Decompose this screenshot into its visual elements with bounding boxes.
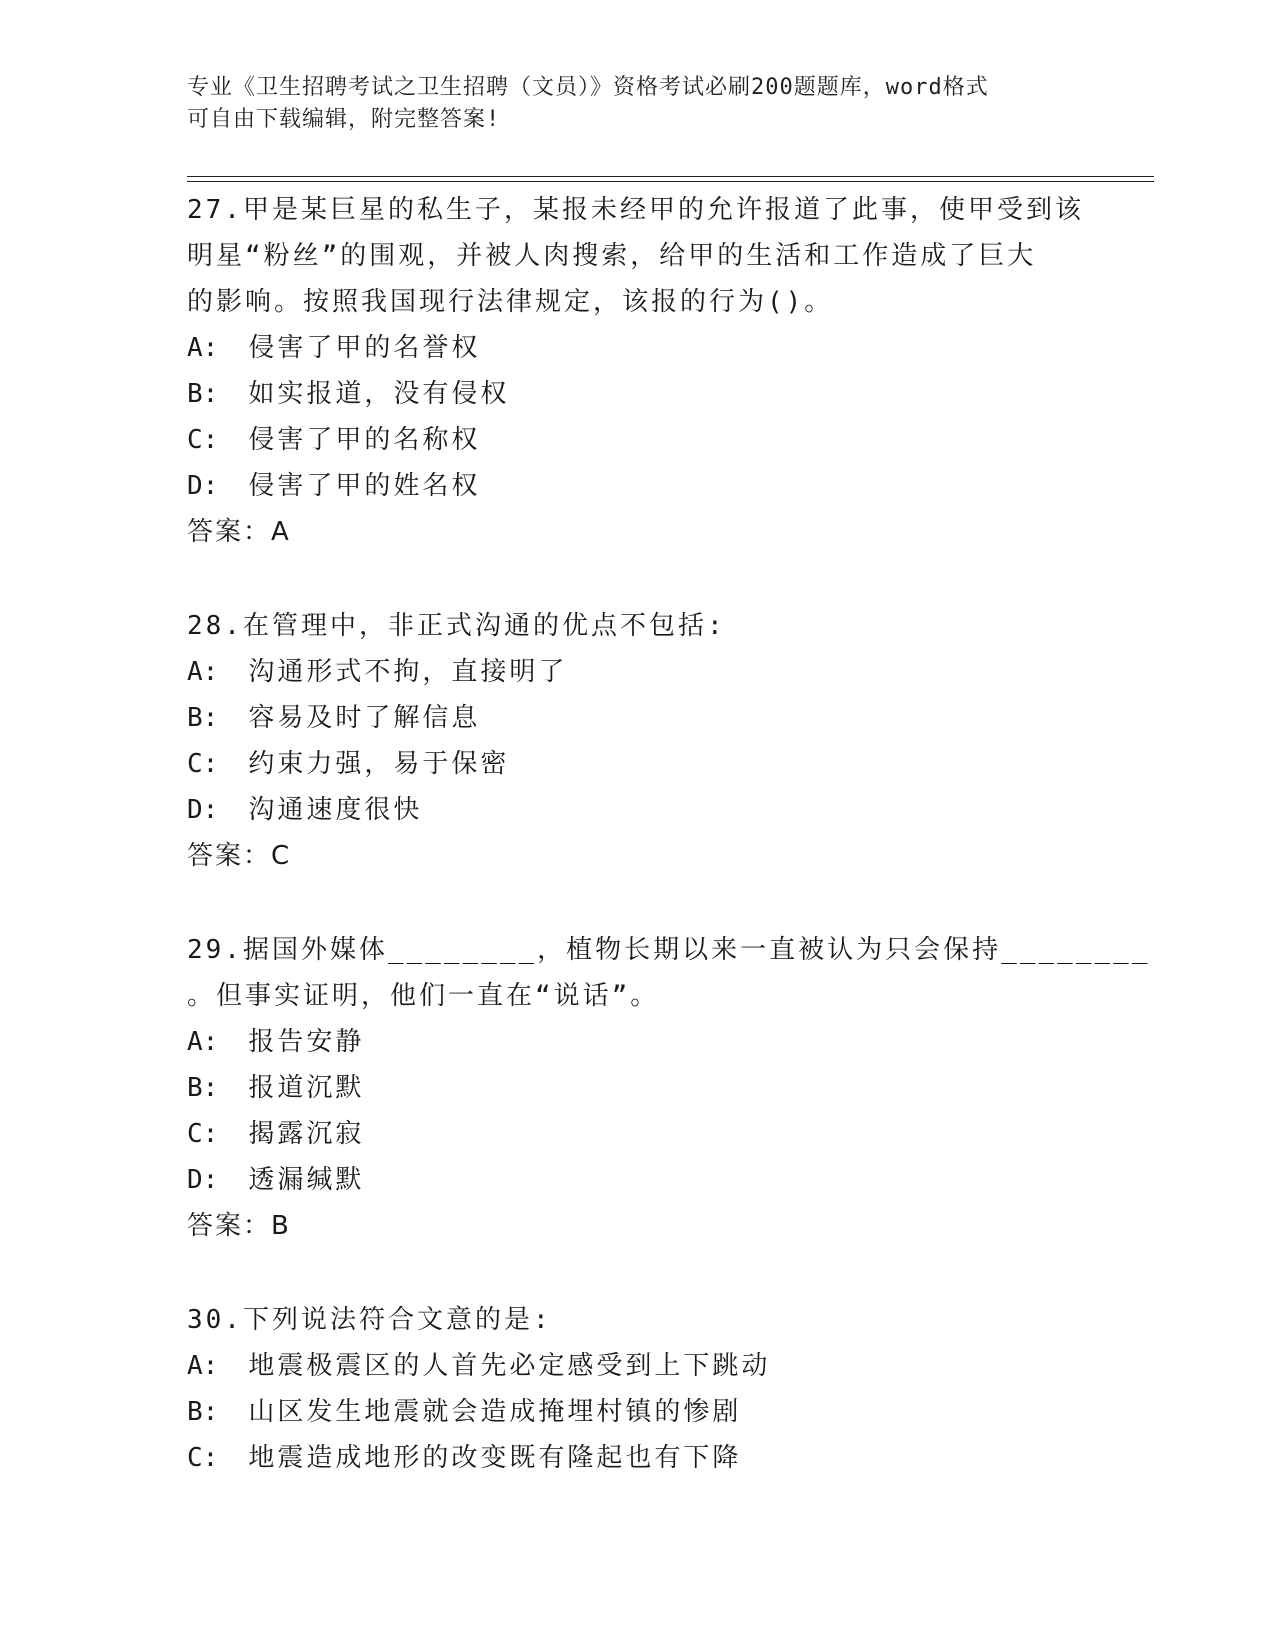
option-letter: D: [187,471,219,501]
question-block [187,927,1151,1249]
header-divider-top [187,176,1154,177]
option-text: 透漏缄默 [248,1165,365,1195]
document-header [187,72,1067,136]
answer-option [187,1343,1087,1389]
question-stem-line: 。但事实证明，他们一直在“说话”。 [187,981,660,1011]
option-text: 容易及时了解信息 [248,703,481,733]
option-text: 报道沉默 [248,1073,365,1103]
option-text: 侵害了甲的姓名权 [248,471,481,501]
option-text: 侵害了甲的名誉权 [248,333,481,363]
option-text: 地震极震区的人首先必定感受到上下跳动 [248,1351,771,1381]
answer-key: 答案：B [187,1211,291,1241]
option-letter: A: [187,657,219,687]
question-block [187,187,1087,555]
option-text: 侵害了甲的名称权 [248,425,481,455]
option-letter: C: [187,749,219,779]
option-letter: C: [187,1443,219,1473]
question-stem-line: 明星“粉丝”的围观，并被人肉搜索，给甲的生活和工作造成了巨大 [187,241,1037,271]
option-letter: C: [187,425,219,455]
answer-option [187,1389,1087,1435]
option-text: 报告安静 [248,1027,365,1057]
option-text: 揭露沉寂 [248,1119,365,1149]
answer-option [187,1111,1087,1157]
option-letter: D: [187,795,219,825]
option-text: 地震造成地形的改变既有隆起也有下降 [248,1443,742,1473]
option-letter: D: [187,1165,219,1195]
answer-option [187,1065,1087,1111]
question-stem-line: 28.在管理中，非正式沟通的优点不包括: [187,611,726,641]
option-text: 山区发生地震就会造成掩埋村镇的惨剧 [248,1397,742,1427]
option-text: 如实报道，没有侵权 [248,379,510,409]
header-divider-bottom [187,181,1154,182]
answer-key: 答案：A [187,517,291,547]
answer-option [187,417,1087,463]
header-line-1: 专业《卫生招聘考试之卫生招聘（文员）》资格考试必刷200题题库，word格式 [187,75,989,100]
answer-option [187,463,1087,509]
header-line-2: 可自由下载编辑，附完整答案! [187,107,501,132]
question-list [187,187,1151,1481]
question-stem-line: 的影响。按照我国现行法律规定，该报的行为()。 [187,287,834,317]
answer-option [187,649,1087,695]
option-letter: B: [187,703,219,733]
option-letter: A: [187,1027,219,1057]
answer-option [187,1157,1087,1203]
option-letter: A: [187,1351,219,1381]
answer-key: 答案：C [187,841,292,871]
option-text: 约束力强，易于保密 [248,749,510,779]
option-letter: B: [187,379,219,409]
question-stem-line: 27.甲是某巨星的私生子，某报未经甲的允许报道了此事，使甲受到该 [187,195,1084,225]
option-text: 沟通形式不拘，直接明了 [248,657,568,687]
answer-option [187,325,1087,371]
option-text: 沟通速度很快 [248,795,423,825]
option-letter: C: [187,1119,219,1149]
answer-option [187,741,1087,787]
answer-option [187,371,1087,417]
answer-option [187,695,1087,741]
option-letter: B: [187,1073,219,1103]
question-block [187,603,1087,879]
question-stem-line: 30.下列说法符合文意的是: [187,1305,552,1335]
option-letter: A: [187,333,219,363]
question-stem-line: 29.据国外媒体________，植物长期以来一直被认为只会保持________ [187,935,1151,965]
answer-option [187,787,1087,833]
answer-option [187,1019,1087,1065]
option-letter: B: [187,1397,219,1427]
question-block [187,1297,1087,1481]
answer-option [187,1435,1087,1481]
